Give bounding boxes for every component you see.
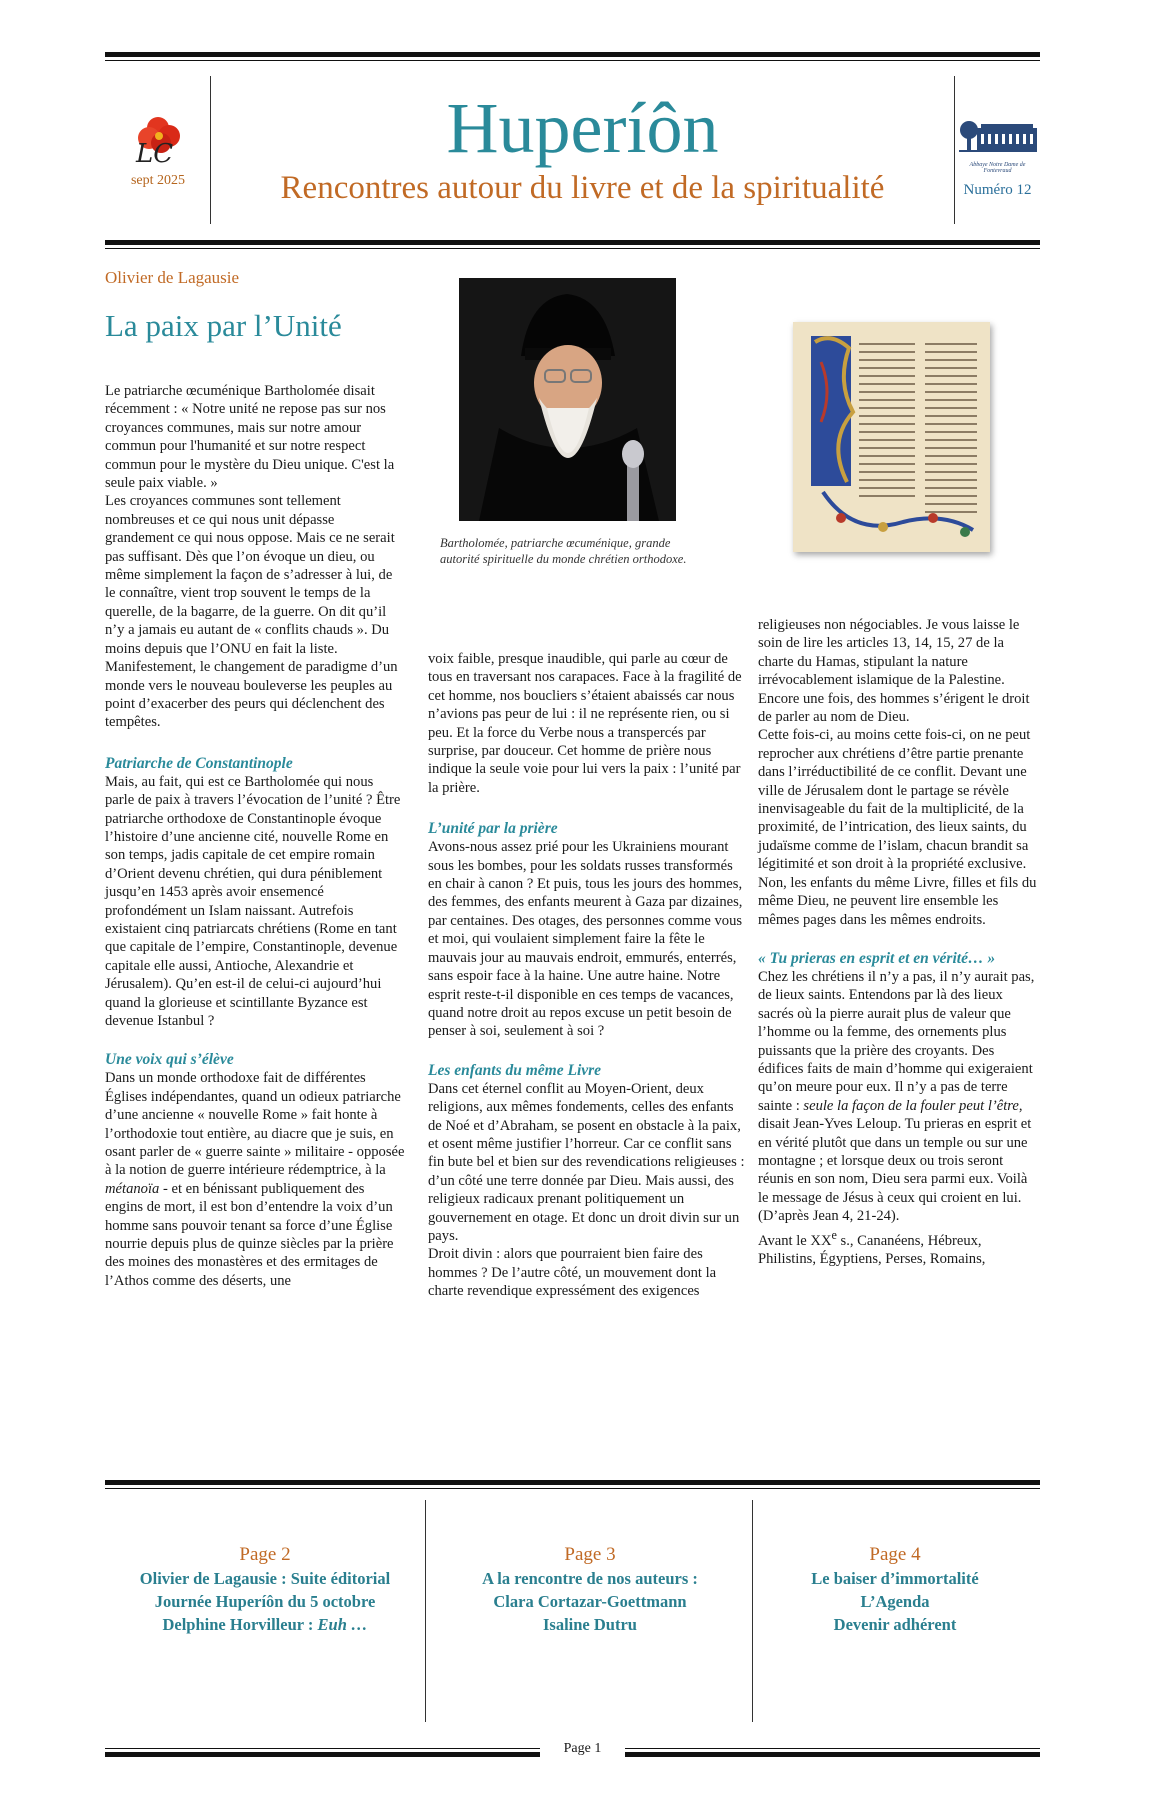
toc-entry: A la rencontre de nos auteurs : [482, 1569, 698, 1588]
toc-entry: L’Agenda [860, 1592, 930, 1611]
paragraph: Le patriarche œcuménique Bartholomée disait récemment : « Notre unité ne repose pas sur nos croyances communes, mais sur notre amour commun pour l'humanité et sur notre respect commun pour le mystère du Dieu unique. C'est la seule paix viable. » [105, 383, 395, 492]
article-column-3 [758, 616, 1040, 1268]
article-author: Olivier de Lagausie [105, 268, 240, 287]
toc-page-3[interactable] [430, 1543, 750, 1636]
toc-entry: Journée Huperíôn du 5 octobre [154, 1592, 376, 1611]
toc-page-4[interactable] [735, 1543, 1055, 1636]
article-column-2 [428, 650, 750, 1301]
paragraph: Chez les chrétiens il n’y a pas, il n’y aurait pas, de lieux saints. Entendons par là des lieux sacrés où la pierre aurait plus de valeur que l’homme ou la femme, des ornements plus puissants que la prière des croyants. Des édifices faits de main d’homme qui exigeraient qu’on meure pour eux. Il n’y a pas de terre sainte : seule la façon de la fouler peut l’être, disait Jean-Yves Leloup. Tu prieras en esprit et en vérité plutôt que dans un temple ou sur une montagne ; et lorsque deux ou trois seront réunis en son nom, Dieu sera parmi eux. Voilà le message de Jésus à ceux qui croient en lui. (D’après Jean 4, 21-24). [758, 968, 1035, 1225]
abbey-logo [955, 118, 1040, 199]
paragraph: Cette fois-ci, au moins cette fois-ci, on ne peut reprocher aux chrétiens d’être partie prenante dans l’irréductibilité de ce conflit. Devant une ville de Jérusalem dont le partage se révèle inenvisageable du fait de la multiplicité, de la proximité, de l’intrication, des lieux saints, du judaïsme comme de l’islam, chacun brandit sa légitimité et son droit à la propriété exclusive. Non, les enfants du même Livre, filles et fils du même Dieu, ne peuvent lire ensemble les mêmes pages dans les mêmes endroits. [758, 727, 1037, 928]
section-heading: « Tu prieras en esprit et en vérité… » [758, 949, 996, 967]
newsletter-title: Huperíôn [446, 88, 719, 168]
top-rule [105, 52, 1040, 61]
article-column-1 [105, 382, 405, 1290]
toc-entry: Isaline Dutru [543, 1615, 637, 1634]
paragraph: Les croyances communes sont tellement nombreuses et ce qui nous unit dépasse grandement ce qui nous oppose. Mais ce ne serait pas suffisant. Dès que l’on évoque un dieu, ou même simplement la façon de s’adresser à lui, de le connaître, vient trop souvent le temps de la querelle, de la bagarre, de la guerre. On dit qu’il n’y a jamais eu autant de « conflits chauds ». Du moins depuis que l’ONU en fait la liste. Manifestement, le changement de paradigme d’un monde vers le nouveau bouleverse les peuples au point d’exacerber des peurs qui déclenchent des tempêtes. [105, 493, 398, 731]
abbey-caption: Abbaye Notre Dame de Fontevraud [969, 162, 1026, 174]
header-rule [105, 240, 1040, 249]
section-heading: Une voix qui s’élève [105, 1051, 234, 1069]
issue-date: sept 2025 [130, 173, 186, 188]
illuminated-manuscript-image [793, 322, 990, 552]
issue-number: Numéro 12 [963, 182, 1032, 198]
paragraph: religieuses non négociables. Je vous laisse le soin de lire les articles 13, 14, 15, 27 de la charte du Hamas, stipulant la nature irrévocablement islamique de la Palestine. Encore une fois, des hommes s’érigent le droit de parler au nom de Dieu. [758, 617, 1030, 726]
paragraph: Dans un monde orthodoxe fait de différentes Églises indépendantes, quand un odieux patriarche d’une ancienne « nouvelle Rome » fait honte à l’orthodoxie tout entière, au diacre que je suis, en osant parler de « guerre sainte » militaire - opposée à la notion de guerre intérieure rédemptrice, à la métanoïa - et en bénissant publiquement des engins de mort, il est bon d’entendre la voix d’un homme sans pouvoir tenant sa force d’une Église nourrie depuis plus de quinze siècles par la prière des moines des monastères et des ermitages de l’Athos comme des déserts, une [105, 1070, 405, 1289]
paragraph: Mais, au fait, qui est ce Bartholomée qui nous parle de paix à travers l’évocation de l’unité ? Être patriarche orthodoxe de Constantinople évoque l’histoire d’une ancienne cité, nouvelle Rome en son temps, jadis capitale de cet empire romain d’Orient devenu chrétien, qui dura péniblement jusqu’en 1453 après avoir ensemencé profondément un Islam naissant. Autrefois existaient cinq patriarcats chrétiens (Rome en tant que capitale de l’empire, Constantinople, devenue capitale elle aussi, Antioche, Alexandrie et Jérusalem). Qu’en est-il de celui-ci aujourd’hui quand la glorieuse et scintillante Byzance est devenue Istanbul ? [105, 773, 401, 1029]
association-logo [122, 110, 194, 189]
svg-text:LC: LC [136, 139, 174, 166]
toc-entry: Devenir adhérent [833, 1615, 957, 1634]
section-heading: L’unité par la prière [428, 820, 558, 838]
toc-entry: Delphine Horvilleur : Euh … [162, 1615, 368, 1634]
toc-entry: Le baiser d’immortalité [811, 1569, 979, 1588]
toc-page-label: Page 3 [564, 1544, 616, 1565]
paragraph: voix faible, presque inaudible, qui parle au cœur de tous en traversant nos carapaces. Face à la fragilité de cet homme, nos boucliers s’étaient abaissés car nous n’avions pas peur de lui : il ne représente rien, ou si peu. Et la force du Verbe nous a transpercés par surprise, par douceur. Cet homme de prière nous indique la seule voie pour lui vers la paix : l’unité par la prière. [428, 651, 742, 796]
footer-rule [105, 1480, 1040, 1489]
abbey-building-icon [957, 118, 1039, 160]
toc-page-2[interactable] [105, 1543, 425, 1636]
paragraph: Dans cet éternel conflit au Moyen-Orient, deux religions, aux mêmes fondements, celles des enfants de Noé et d’Abraham, se posent en obstacle à la paix, et osent même justifier l’horreur. Car ce conflit sans fin bute bel et bien sur des revendications religieuses : d’un côté une terre donnée par Dieu. Mais aussi, des religieux radicaux prenant politiquement un gouvernement en otage. Et donc un droit divin sur un pays. [428, 1080, 745, 1244]
toc-page-label: Page 4 [869, 1544, 921, 1565]
paragraph: Avons-nous assez prié pour les Ukrainiens mourant sous les bombes, pour les soldats russes transformés en chair à canon ? Et puis, tous les jours des hommes, des femmes, des enfants meurent à Gaza par dizaines, par centaines. Des otages, des personnes comme vous et moi, qui voulaient simplement faire la fête le mauvais jour au mauvais endroit, emmurés, enterrés, sans espoir face à la haine. Une autre haine. Notre esprit reste-t-il disponible en ces temps de vacances, quand notre droit au repos excuse un petit besoin de penser à soi, seulement à soi ? [428, 839, 743, 1040]
portrait-caption: Bartholomée, patriarche œcuménique, grande autorité spirituelle du monde chrétien orthodoxe. [440, 536, 687, 566]
paragraph: Droit divin : alors que pourraient bien faire des hommes ? De l’autre côté, un mouvement dont la charte revendique expressément des exigences [428, 1246, 717, 1300]
paragraph: Avant le XXe s., Cananéens, Hébreux, Philistins, Égyptiens, Perses, Romains, [758, 1227, 986, 1267]
toc-entry: Olivier de Lagausie : Suite éditorial [139, 1569, 391, 1588]
page-number: Page 1 [540, 1741, 625, 1757]
section-heading: Les enfants du même Livre [428, 1061, 602, 1079]
flower-logo-icon [128, 110, 188, 166]
toc-page-label: Page 2 [239, 1544, 291, 1565]
section-heading: Patriarche de Constantinople [105, 754, 293, 772]
bartholomew-portrait [459, 278, 676, 521]
newsletter-subtitle: Rencontres autour du livre et de la spiritualité [280, 170, 885, 206]
footer-divider-1 [425, 1500, 426, 1722]
toc-entry: Clara Cortazar-Goettmann [493, 1592, 687, 1611]
article-title: La paix par l’Unité [105, 308, 342, 343]
